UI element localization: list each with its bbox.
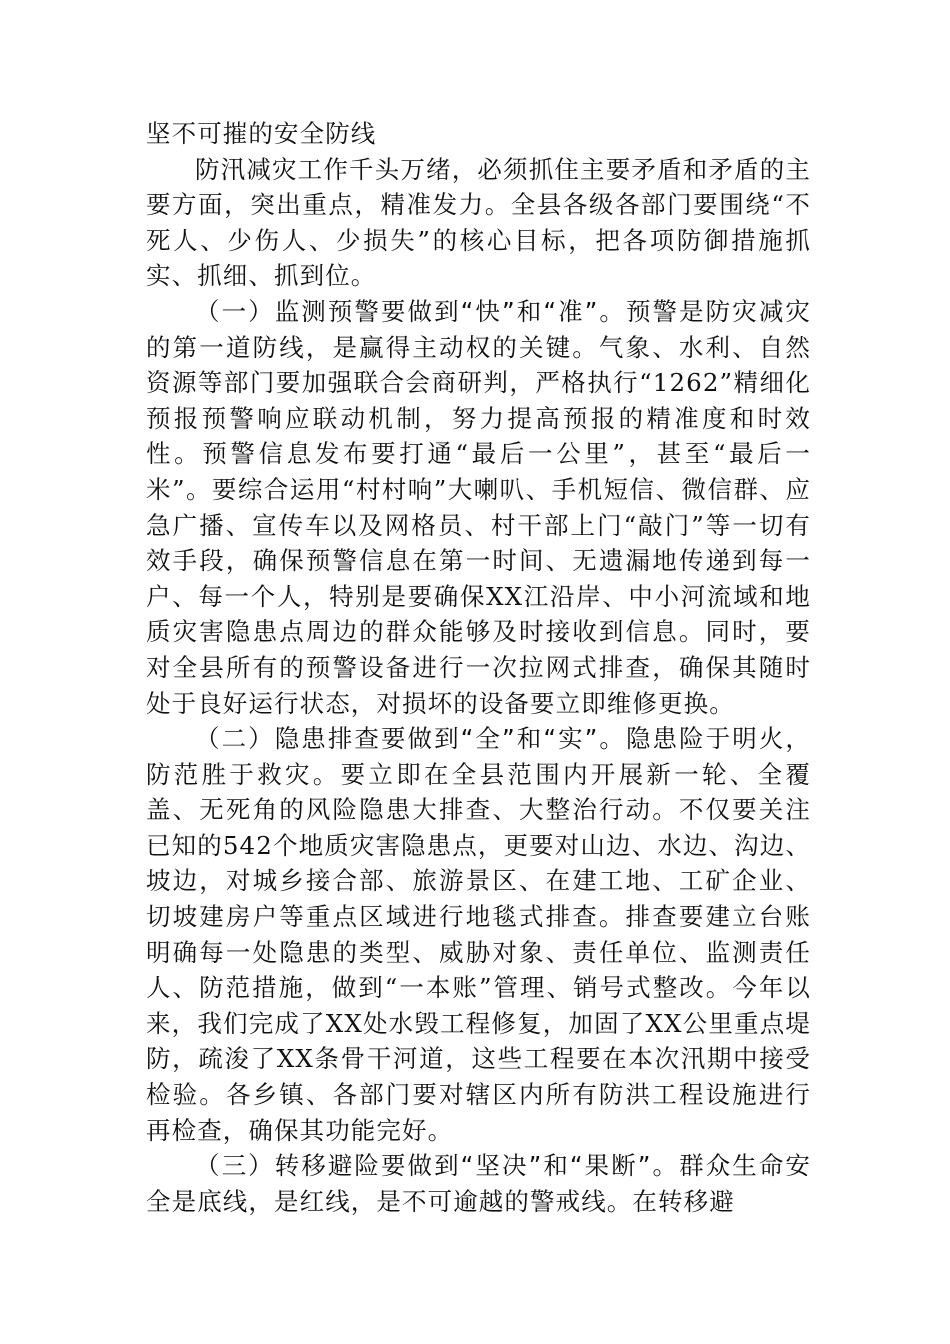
- paragraph-intro: [146, 152, 811, 294]
- paragraph-text: 防汛减灾工作千头万绪，必须抓住主要矛盾和矛盾的主要方面，突出重点，精准发力。全县各级各部门要围绕“不死人、少伤人、少损失”的核心目标，把各项防御措施抓实、抓细、抓到位。: [146, 154, 811, 291]
- paragraph-text: 隐患险于明火，防范胜于救灾。要立即在全县范围内开展新一轮、全覆盖、无死角的风险隐患大排查、大整治行动。不仅要关注已知的542个地质灾害隐患点，更要对山边、水边、沟边、坡边，对城乡接合部、旅游景区、在建工地、工矿企业、切坡建房户等重点区域进行地毯式排查。排查要建立台账明确每一处隐患的类型、威胁对象、责任单位、监测责任人、防范措施，做到“一本账”管理、销号式整改。今年以来，我们完成了XX处水毁工程修复，加固了XX公里重点堤防，疏浚了XX条骨干河道，这些工程要在本次汛期中接受检验。各乡镇、各部门要对辖区内所有防洪工程设施进行再检查，确保其功能完好。: [146, 724, 811, 1145]
- document-body: [146, 116, 811, 1219]
- section-heading: 坚不可摧的安全防线: [146, 119, 377, 148]
- paragraph-evacuation: [146, 1148, 811, 1219]
- subheading-hazard-inspection: （二）隐患排查要做到“全”和“实”。: [195, 724, 626, 754]
- paragraph-hazard-inspection: [146, 721, 811, 1148]
- paragraph-text: 群众生命安全是底线，是红线，是不可逾越的警戒线。在转移避: [146, 1151, 811, 1216]
- subheading-evacuation: （三）转移避险要做到“坚决”和“果断”。: [195, 1151, 680, 1181]
- subheading-monitoring-warning: （一）监测预警要做到“快”和“准”。: [195, 296, 626, 326]
- paragraph-text: 预警是防灾减灾的第一道防线，是赢得主动权的关键。气象、水利、自然资源等部门要加强联合会商研判，严格执行“1262”精细化预报预警响应联动机制，努力提高预报的精准度和时效性。预警信息发布要打通“最后一公里”，甚至“最后一米”。要综合运用“村村响”大喇叭、手机短信、微信群、应急广播、宣传车以及网格员、村干部上门“敲门”等一切有效手段，确保预警信息在第一时间、无遗漏地传递到每一户、每一个人，特别是要确保XX江沿岸、中小河流域和地质灾害隐患点周边的群众能够及时接收到信息。同时，要对全县所有的预警设备进行一次拉网式排查，确保其随时处于良好运行状态，对损坏的设备要立即维修更换。: [146, 296, 811, 718]
- paragraph-monitoring-warning: [146, 294, 811, 721]
